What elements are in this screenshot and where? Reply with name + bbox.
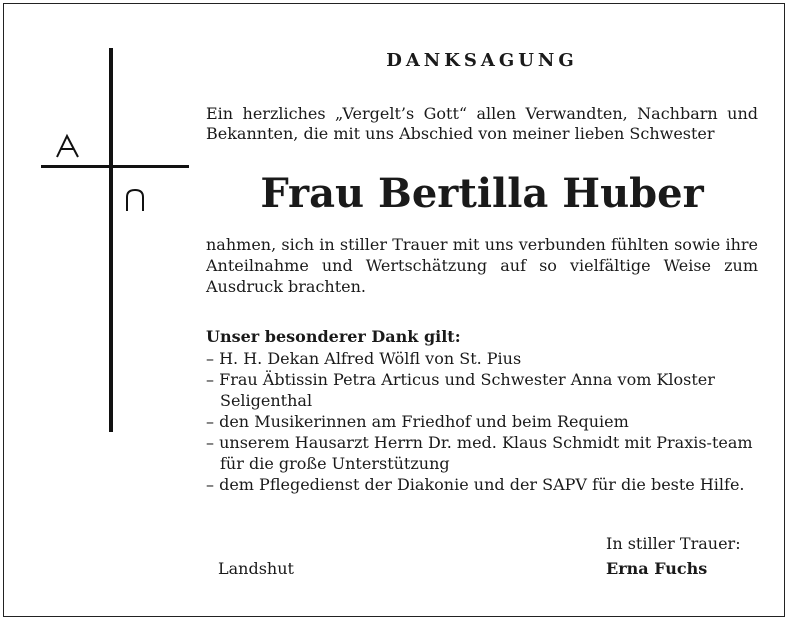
place-name: Landshut [218, 559, 294, 578]
list-item: – H. H. Dekan Alfred Wölfl von St. Pius [206, 349, 522, 368]
list-item: – dem Pflegedienst der Diakonie und der SAPV für die beste Hilfe. [206, 475, 745, 494]
intro-text: Ein herzliches „Vergelt’s Gott“ allen Verwandten, Nachbarn und Bekannten, die mit uns Abschied von meiner lieben Schwester [206, 104, 758, 143]
thanks-paragraph: nahmen, sich in stiller Trauer mit uns verbunden fühlten sowie ihre Anteilnahme und Wertschätzung auf so vielfältige Weise zum Ausdruck brachten. [206, 235, 758, 296]
omega-icon [124, 187, 146, 213]
thanks-title: Unser besonderer Dank gilt: [206, 327, 461, 346]
deceased-name: Frau Bertilla Huber [260, 170, 704, 217]
signer-name: Erna Fuchs [606, 559, 708, 578]
list-item: – unserem Hausarzt Herrn Dr. med. Klaus Schmidt mit Praxis-team für die große Unterstützung [206, 433, 753, 473]
cross-vertical-bar [109, 48, 113, 432]
list-item: – den Musikerinnen am Friedhof und beim Requiem [206, 412, 629, 431]
list-item: – Frau Äbtissin Petra Articus und Schwester Anna vom Kloster Seligenthal [206, 370, 715, 410]
heading: DANKSAGUNG [386, 50, 578, 71]
thanks-list [206, 348, 758, 495]
cross-horizontal-bar [41, 165, 189, 168]
alpha-icon [54, 132, 82, 160]
obituary-card [3, 3, 785, 617]
mourning-label: In stiller Trauer: [606, 534, 741, 553]
